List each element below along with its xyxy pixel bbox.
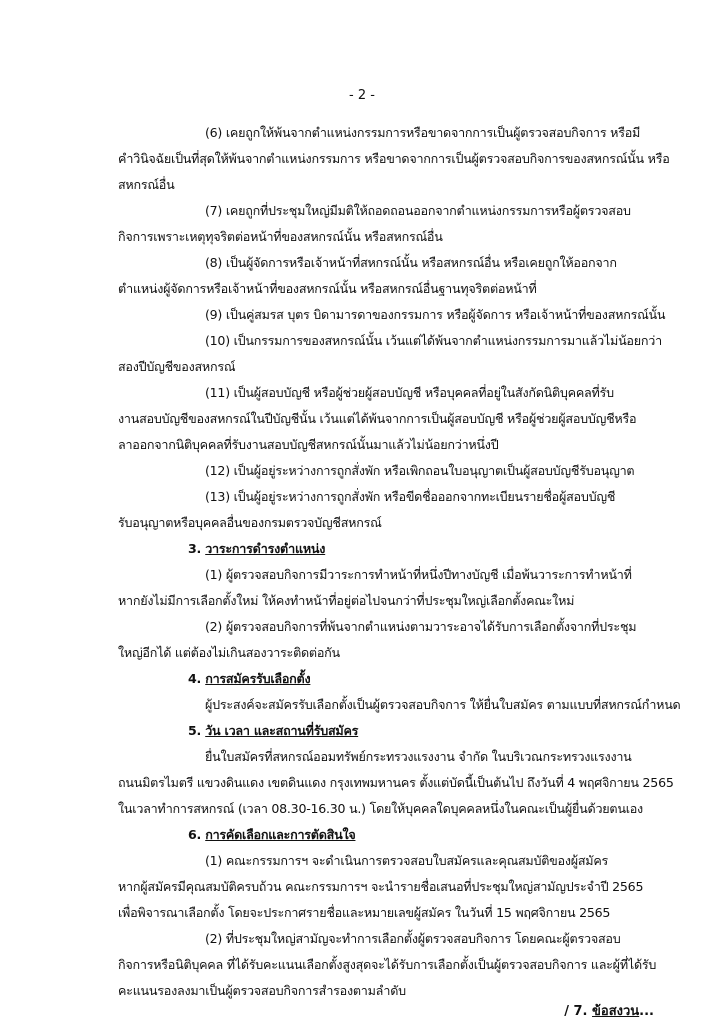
- text-line: งานสอบบัญชีของสหกรณ์ในปีบัญชีนั้น เว้นแต่ได้พ้นจากการเป็นผู้สอบบัญชี หรือผู้ช่วยผู้สอบบัญชีหรือ: [118, 411, 637, 426]
- text-line: สหกรณ์อื่น: [118, 177, 175, 192]
- text-line: (1) คณะกรรมการฯ จะดำเนินการตรวจสอบใบสมัครและคุณสมบัติของผู้สมัคร: [205, 853, 609, 868]
- text-line: เพื่อพิจารณาเลือกตั้ง โดยจะประกาศรายชื่อและหมายเลขผู้สมัคร ในวันที่ 15 พฤศจิกายน 2565: [118, 905, 611, 920]
- section-number: 6.: [188, 827, 202, 842]
- page-number: - 2 -: [349, 88, 375, 103]
- text-line: (2) ที่ประชุมใหญ่สามัญจะทำการเลือกตั้งผู้ตรวจสอบกิจการ โดยคณะผู้ตรวจสอบ: [205, 931, 621, 946]
- text-line: (6) เคยถูกให้พ้นจากตำแหน่งกรรมการหรือขาดจากการเป็นผู้ตรวจสอบกิจการ หรือมี: [205, 125, 641, 140]
- text-line: (1) ผู้ตรวจสอบกิจการมีวาระการทำหน้าที่หนึ่งปีทางบัญชี เมื่อพ้นวาระการทำหน้าที่: [205, 567, 632, 582]
- continuation-footer: [564, 1000, 654, 1021]
- section-heading-5: [188, 722, 358, 740]
- footer-suffix: ...: [639, 1004, 654, 1019]
- text-line: (12) เป็นผู้อยู่ระหว่างการถูกสั่งพัก หรือเพิกถอนใบอนุญาตเป็นผู้สอบบัญชีรับอนุญาต: [205, 463, 635, 478]
- text-line: (9) เป็นคู่สมรส บุตร บิดามารดาของกรรมการ หรือผู้จัดการ หรือเจ้าหน้าที่ของสหกรณ์นั้น: [205, 307, 666, 322]
- section-number: 4.: [188, 671, 202, 686]
- section-number: 3.: [188, 541, 202, 556]
- text-line: สองปีบัญชีของสหกรณ์: [118, 359, 236, 374]
- text-line: ผู้ประสงค์จะสมัครรับเลือกตั้งเป็นผู้ตรวจสอบกิจการ ให้ยื่นใบสมัคร ตามแบบที่สหกรณ์กำหนด: [205, 697, 681, 712]
- text-line: ใหญ่อีกได้ แต่ต้องไม่เกินสองวาระติดต่อกัน: [118, 645, 340, 660]
- text-line: คะแนนรองลงมาเป็นผู้ตรวจสอบกิจการสำรองตามลำดับ: [118, 983, 406, 998]
- section-heading-4: [188, 670, 310, 688]
- footer-title: ข้อสงวน: [592, 1004, 640, 1019]
- section-title: การสมัครรับเลือกตั้ง: [205, 671, 311, 686]
- text-line: (11) เป็นผู้สอบบัญชี หรือผู้ช่วยผู้สอบบัญชี หรือบุคคลที่อยู่ในสังกัดนิติบุคคลที่รับ: [205, 385, 614, 400]
- text-line: (13) เป็นผู้อยู่ระหว่างการถูกสั่งพัก หรือขีดชื่อออกจากทะเบียนรายชื่อผู้สอบบัญชี: [205, 489, 616, 504]
- text-line: (7) เคยถูกที่ประชุมใหญ่มีมติให้ถอดถอนออกจากตำแหน่งกรรมการหรือผู้ตรวจสอบ: [205, 203, 631, 218]
- text-line: (8) เป็นผู้จัดการหรือเจ้าหน้าที่สหกรณ์นั้น หรือสหกรณ์อื่น หรือเคยถูกให้ออกจาก: [205, 255, 617, 270]
- section-heading-3: [188, 540, 325, 558]
- text-line: ลาออกจากนิติบุคคลที่รับงานสอบบัญชีสหกรณ์นั้นมาแล้วไม่น้อยกว่าหนึ่งปี: [118, 437, 499, 452]
- section-title: วาระการดำรงตำแหน่ง: [205, 541, 326, 556]
- footer-prefix: / 7.: [564, 1004, 588, 1019]
- text-line: ถนนมิตรไมตรี แขวงดินแดง เขตดินแดง กรุงเทพมหานคร ตั้งแต่บัดนี้เป็นต้นไป ถึงวันที่ 4 พฤศจิกายน 2565: [118, 775, 674, 790]
- text-line: รับอนุญาตหรือบุคคลอื่นของกรมตรวจบัญชีสหกรณ์: [118, 515, 382, 530]
- text-line: ยื่นใบสมัครที่สหกรณ์ออมทรัพย์กระทรวงแรงงาน จำกัด ในบริเวณกระทรวงแรงงาน: [205, 749, 632, 764]
- text-line: คำวินิจฉัยเป็นที่สุดให้พ้นจากตำแหน่งกรรมการ หรือขาดจากการเป็นผู้ตรวจสอบกิจการของสหกรณ์นั้น หรือ: [118, 151, 670, 166]
- text-line: (10) เป็นกรรมการของสหกรณ์นั้น เว้นแต่ได้พ้นจากตำแหน่งกรรมการมาแล้วไม่น้อยกว่า: [205, 333, 662, 348]
- section-title: วัน เวลา และสถานที่รับสมัคร: [205, 723, 359, 738]
- section-heading-6: [188, 826, 355, 844]
- text-line: กิจการหรือนิติบุคคล ที่ได้รับคะแนนเลือกตั้งสูงสุดจะได้รับการเลือกตั้งเป็นผู้ตรวจสอบกิจการ และผู้ที่ได้รับ: [118, 957, 657, 972]
- text-line: ตำแหน่งผู้จัดการหรือเจ้าหน้าที่ของสหกรณ์นั้น หรือสหกรณ์อื่นฐานทุจริตต่อหน้าที่: [118, 281, 537, 296]
- text-line: หากยังไม่มีการเลือกตั้งใหม่ ให้คงทำหน้าที่อยู่ต่อไปจนกว่าที่ประชุมใหญ่เลือกตั้งคณะใหม่: [118, 593, 575, 608]
- section-number: 5.: [188, 723, 202, 738]
- text-line: (2) ผู้ตรวจสอบกิจการที่พ้นจากตำแหน่งตามวาระอาจได้รับการเลือกตั้งจากที่ประชุม: [205, 619, 637, 634]
- text-line: ในเวลาทำการสหกรณ์ (เวลา 08.30-16.30 น.) โดยให้บุคคลใดบุคคลหนึ่งในคณะเป็นผู้ยื่นด้วยตนเอง: [118, 801, 643, 816]
- section-title: การคัดเลือกและการตัดสินใจ: [205, 827, 356, 842]
- text-line: กิจการเพราะเหตุทุจริตต่อหน้าที่ของสหกรณ์นั้น หรือสหกรณ์อื่น: [118, 229, 443, 244]
- text-line: หากผู้สมัครมีคุณสมบัติครบถ้วน คณะกรรมการฯ จะนำรายชื่อเสนอที่ประชุมใหญ่สามัญประจำปี 2565: [118, 879, 644, 894]
